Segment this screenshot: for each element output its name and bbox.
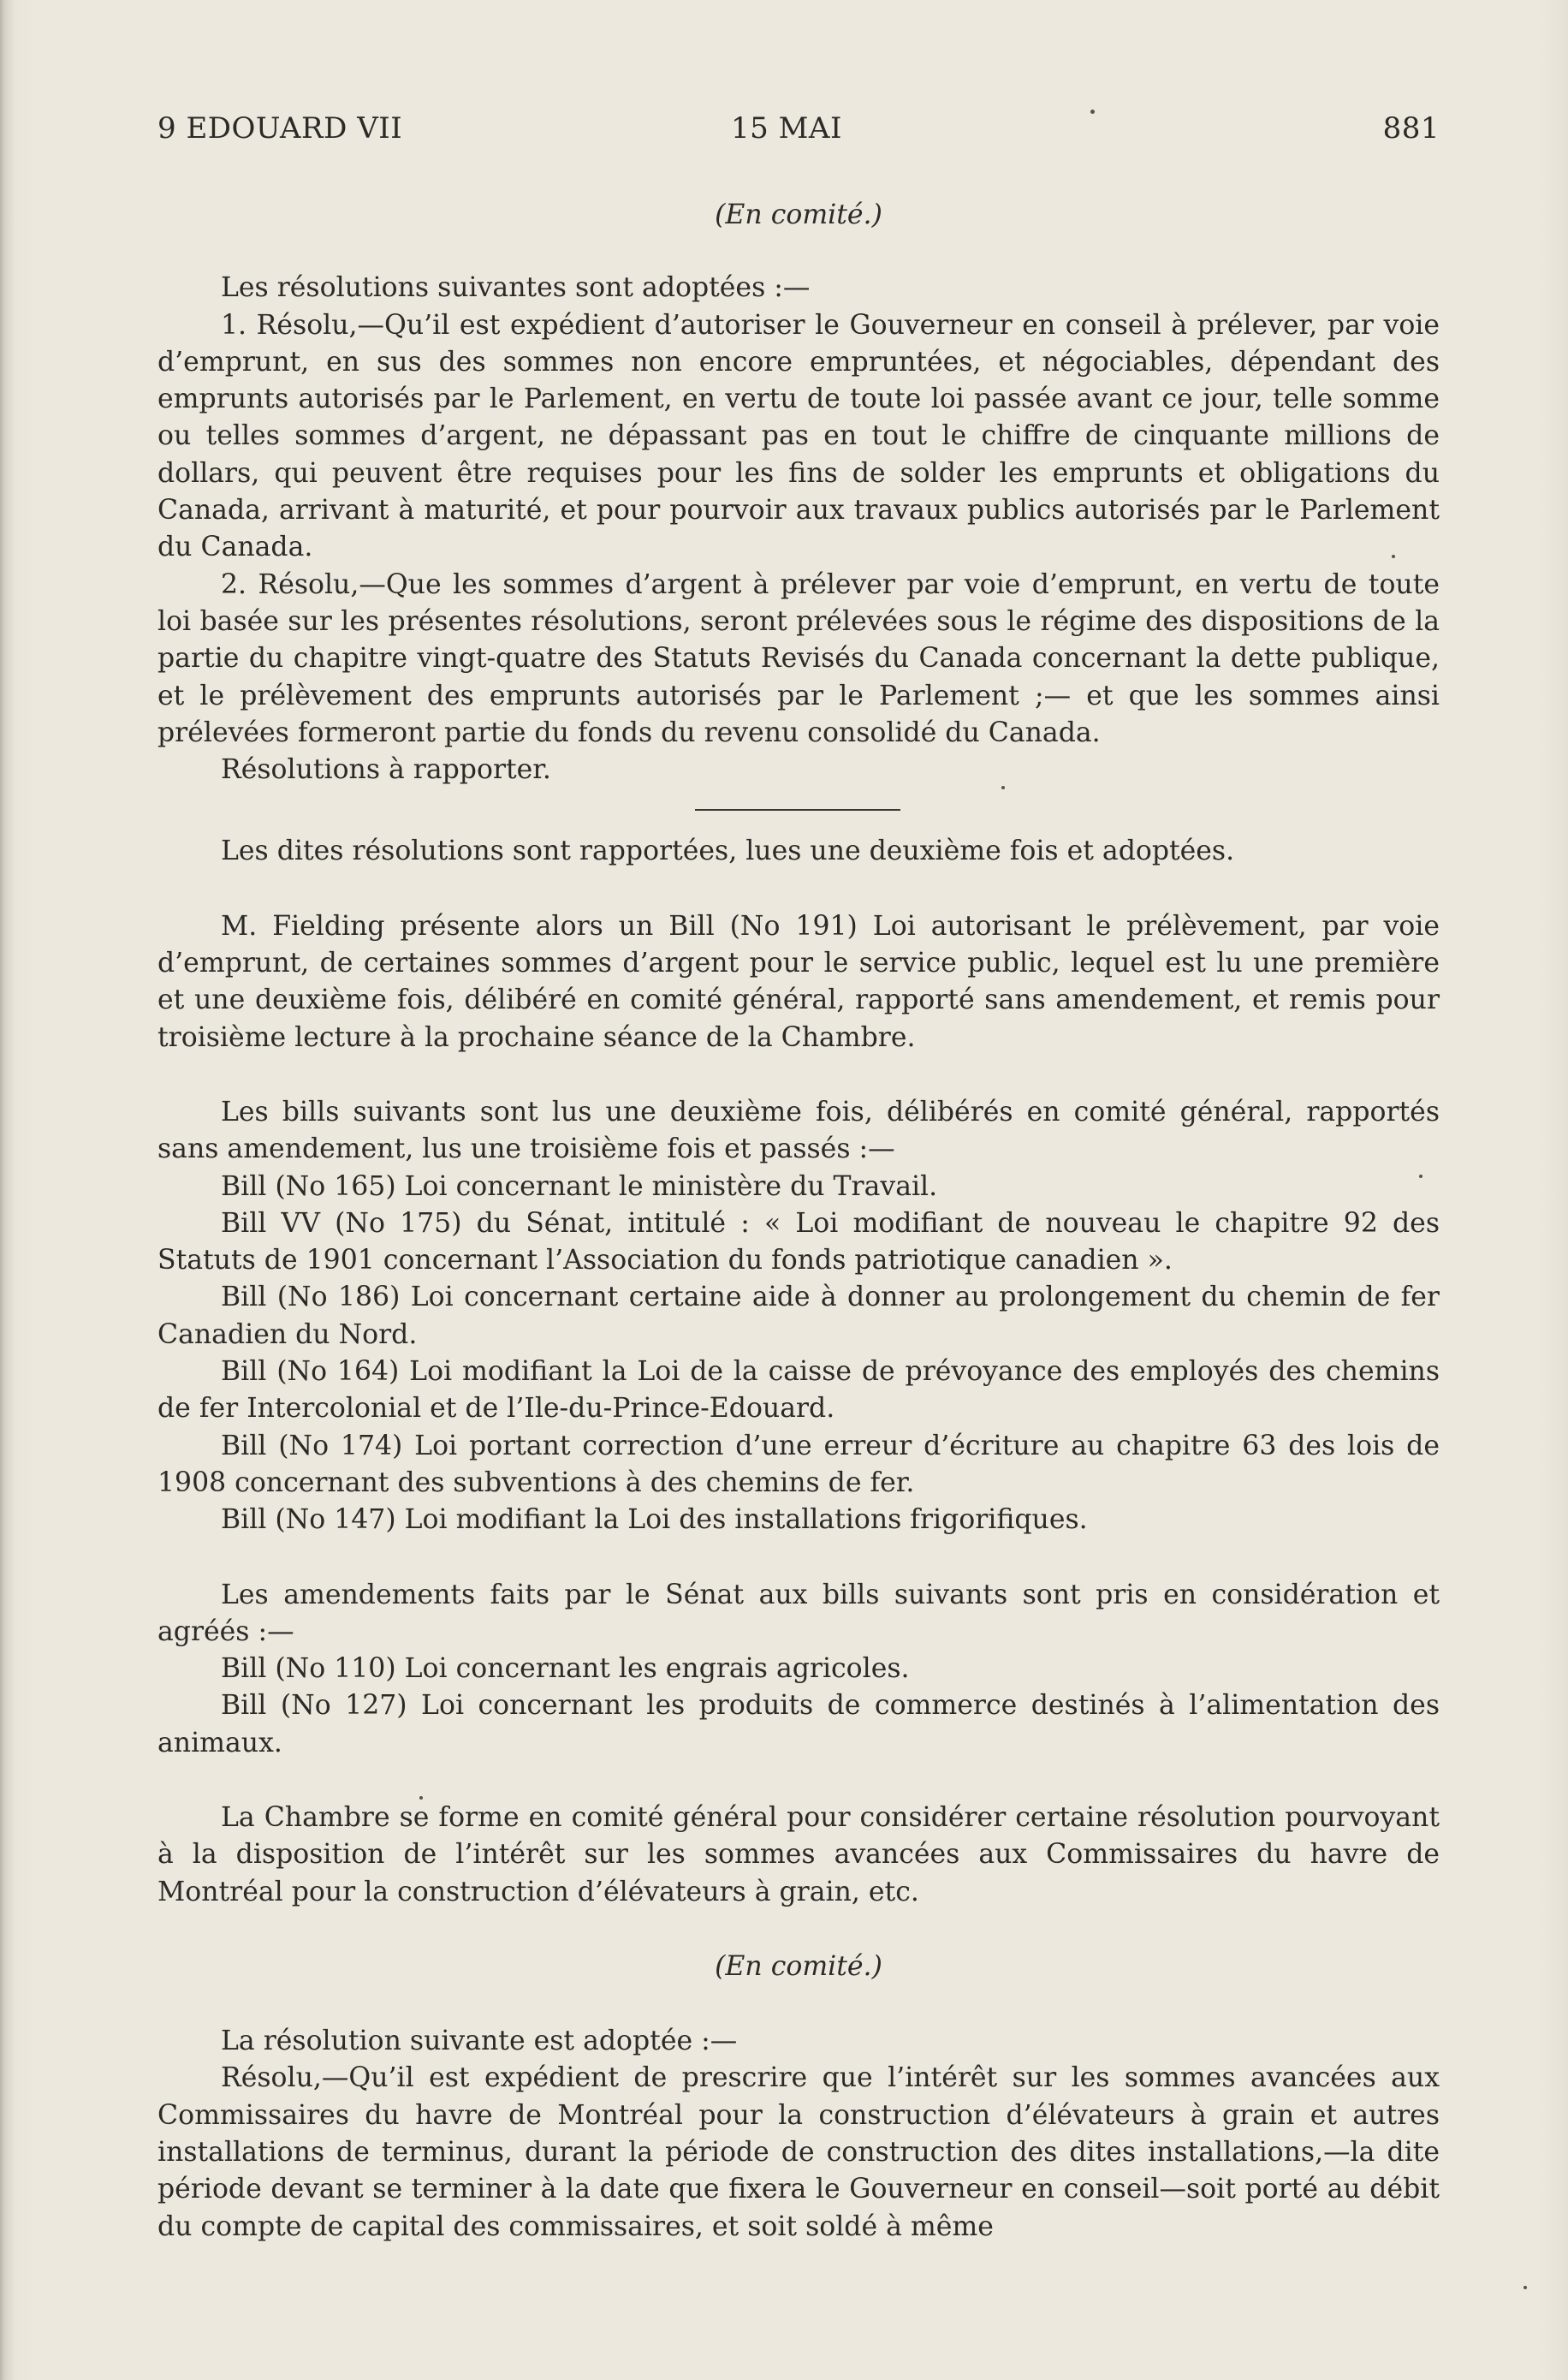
section-rule (695, 809, 900, 811)
print-speck (1090, 110, 1095, 114)
bill-item: Bill (No 127) Loi concernant les produits de commerce destinés à l’alimentation des animaux. (157, 1690, 1440, 1758)
print-speck (1419, 1175, 1422, 1178)
spacer (157, 1539, 1440, 1577)
bill-item: Bill (No 165) Loi concernant le ministère du Travail. (221, 1170, 938, 1202)
resolution-paragraph: 1. Résolu,—Qu’il est expédient d’autoriser le Gouverneur en conseil à prélever, par voie d’emprunt, en sus des sommes non encore empruntées, et négociables, dépendant des emprunts autorisés par le Parlement, en vertu de toute loi passée avant ce jour, telle somme ou telles sommes d’argent, ne dépassant pas en tout le chiffre de cinquante millions de dollars, qui peuvent être requises pour les fins de solder les emprunts et obligations du Canada, arrivant à maturité, et pour pourvoir aux travaux publics autorisés par le Parlement du Canada. (157, 309, 1440, 563)
print-speck (1392, 555, 1395, 558)
paragraph: Les amendements faits par le Sénat aux bills suivants sont pris en considération et agréés :— (157, 1579, 1440, 1647)
committee-heading: (En comité.) (715, 1950, 882, 1982)
page-number: 881 (1382, 111, 1440, 146)
paragraph: Résolutions à rapporter. (221, 754, 551, 786)
bill-item: Bill (No 164) Loi modifiant la Loi de la caisse de prévoyance des employés des chemins de fer Intercolonial et de l’Ile-du-Prince-Edouard. (157, 1356, 1440, 1425)
bill-item: Bill VV (No 175) du Sénat, intitulé : « Loi modifiant de nouveau le chapitre 92 des Statuts de 1901 concernant l’Association du fonds patriotique canadien ». (157, 1207, 1440, 1276)
spacer (157, 871, 1440, 908)
spacer (157, 1911, 1440, 1949)
journal-body (157, 197, 1440, 2246)
paragraph: M. Fielding présente alors un Bill (No 191) Loi autorisant le prélèvement, par voie d’emprunt, de certaines sommes d’argent pour le service public, lequel est lu une première et une deuxième fois, délibéré en comité général, rapporté sans amendement, et remis pour troisième lecture à la prochaine séance de la Chambre. (157, 910, 1440, 1053)
resolution-paragraph: Résolu,—Qu’il est expédient de prescrire que l’intérêt sur les sommes avancées aux Commissaires du havre de Montréal pour la construction d’élévateurs à grain et autres installations de terminus, durant la période de construction des dites installations,—la dite période devant se terminer à la date que fixera le Gouverneur en conseil—soit porté au débit du compte de capital des commissaires, et soit soldé à même (157, 2062, 1440, 2242)
spacer (157, 1056, 1440, 1094)
bill-item: Bill (No 147) Loi modifiant la Loi des installations frigorifiques. (221, 1504, 1088, 1536)
bill-item: Bill (No 110) Loi concernant les engrais agricoles. (221, 1653, 910, 1685)
committee-heading: (En comité.) (715, 199, 882, 230)
bill-item: Bill (No 174) Loi portant correction d’une erreur d’écriture au chapitre 63 des lois de 1908 concernant des subventions à des chemins de fer. (157, 1430, 1440, 1498)
header-regnal-year: 9 EDOUARD VII (157, 111, 403, 146)
header-date: 15 MAI (731, 111, 842, 146)
paragraph: Les dites résolutions sont rapportées, lues une deuxième fois et adoptées. (221, 836, 1235, 867)
resolution-paragraph: 2. Résolu,—Que les sommes d’argent à prélever par voie d’emprunt, en vertu de toute loi basée sur les présentes résolutions, seront prélevées sous le régime des dispositions de la partie du chapitre vingt-quatre des Statuts Revisés du Canada concernant la dette publique, et le prélèvement des emprunts autorisés par le Parlement ;— et que les sommes ainsi prélevées formeront partie du fonds du revenu consolidé du Canada. (157, 568, 1440, 748)
print-speck (419, 1796, 423, 1800)
paragraph: La Chambre se forme en comité général pour considérer certaine résolution pourvoyant à la disposition de l’intérêt sur les sommes avancées aux Commissaires du havre de Montréal pour la construction d’élévateurs à grain, etc. (157, 1801, 1440, 1907)
print-speck (1523, 2286, 1527, 2289)
spacer (157, 234, 1440, 270)
divider (157, 788, 1440, 833)
paragraph: Les bills suivants sont lus une deuxième fois, délibérés en comité général, rapportés sans amendement, lus une troisième fois et passés :— (157, 1096, 1440, 1165)
spacer (157, 1985, 1440, 2023)
spacer (157, 1762, 1440, 1800)
paragraph: Les résolutions suivantes sont adoptées :— (221, 272, 811, 304)
running-header (157, 111, 1440, 154)
paragraph: La résolution suivante est adoptée :— (221, 2026, 738, 2057)
bill-item: Bill (No 186) Loi concernant certaine aide à donner au prolongement du chemin de fer Canadien du Nord. (157, 1282, 1440, 1350)
print-speck (1001, 786, 1005, 789)
